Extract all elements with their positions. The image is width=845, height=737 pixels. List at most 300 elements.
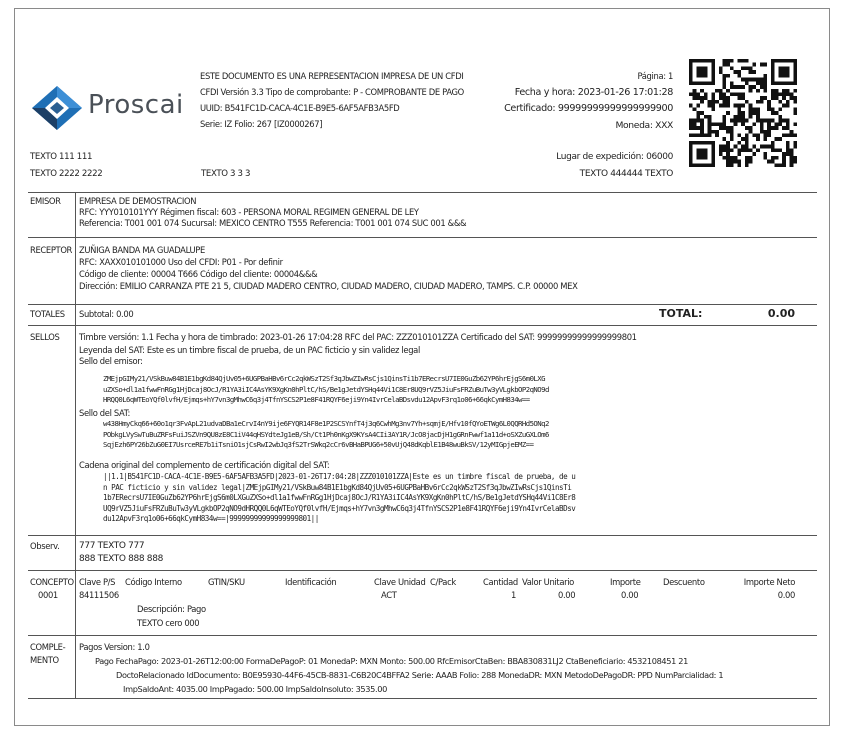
qr-module xyxy=(723,78,727,82)
qr-module xyxy=(726,126,730,130)
qr-module xyxy=(711,78,715,82)
qr-module xyxy=(786,81,790,85)
qr-module xyxy=(752,107,756,111)
qr-module xyxy=(763,133,767,137)
qr-module xyxy=(752,152,756,156)
qr-module xyxy=(741,145,745,149)
qr-module xyxy=(708,115,712,119)
qr-module xyxy=(693,126,697,130)
qr-module xyxy=(704,148,708,152)
cell-importe: 0.00 xyxy=(621,590,639,600)
qr-module xyxy=(793,89,797,93)
qr-module xyxy=(689,160,693,164)
qr-module xyxy=(793,78,797,82)
qr-module xyxy=(771,96,775,100)
qr-module xyxy=(786,93,790,97)
qr-module xyxy=(767,100,771,104)
qr-module xyxy=(696,111,700,115)
qr-module xyxy=(730,85,734,89)
qr-module xyxy=(749,148,753,152)
qr-module xyxy=(689,119,693,123)
qr-module xyxy=(778,93,782,97)
qr-module xyxy=(786,148,790,152)
qr-module xyxy=(763,81,767,85)
qr-module xyxy=(775,96,779,100)
col-header-cantidad: Cantidad xyxy=(483,577,518,587)
qr-module xyxy=(689,141,693,145)
qr-module xyxy=(756,78,760,82)
qr-module xyxy=(696,148,700,152)
qr-module xyxy=(734,145,738,149)
qr-module xyxy=(752,133,756,137)
divider xyxy=(28,635,817,636)
qr-module xyxy=(782,74,786,78)
qr-module xyxy=(711,156,715,160)
emisor-line: EMPRESA DE DEMOSTRACION xyxy=(79,196,197,206)
qr-module xyxy=(730,93,734,97)
qr-module xyxy=(719,96,723,100)
concepto-number: 0001 xyxy=(38,590,58,600)
qr-module xyxy=(715,100,719,104)
qr-module xyxy=(708,59,712,63)
qr-module xyxy=(689,66,693,70)
qr-module xyxy=(711,145,715,149)
label-column-divider xyxy=(75,192,76,698)
qr-module xyxy=(708,163,712,167)
qr-module xyxy=(786,89,790,93)
qr-module xyxy=(711,70,715,74)
qr-module xyxy=(715,122,719,126)
qr-module xyxy=(719,66,723,70)
qr-module xyxy=(771,111,775,115)
qr-module xyxy=(756,119,760,123)
qr-module xyxy=(689,145,693,149)
qr-module xyxy=(741,96,745,100)
qr-module xyxy=(756,107,760,111)
qr-module xyxy=(767,104,771,108)
qr-module xyxy=(786,145,790,149)
qr-module xyxy=(771,145,775,149)
qr-module xyxy=(775,148,779,152)
qr-module xyxy=(730,133,734,137)
qr-module xyxy=(760,96,764,100)
qr-module xyxy=(786,66,790,70)
qr-module xyxy=(745,156,749,160)
qr-module xyxy=(708,126,712,130)
qr-module xyxy=(708,141,712,145)
qr-module xyxy=(782,70,786,74)
qr-module xyxy=(737,93,741,97)
col-header-cpack: C/Pack xyxy=(430,577,456,587)
qr-module xyxy=(793,111,797,115)
certificado: Certificado: 99999999999999999900 xyxy=(504,103,673,114)
qr-module xyxy=(730,156,734,160)
qr-module xyxy=(778,59,782,63)
qr-module xyxy=(741,148,745,152)
qr-module xyxy=(775,122,779,126)
qr-module xyxy=(778,107,782,111)
qr-module xyxy=(723,145,727,149)
qr-module xyxy=(749,85,753,89)
receptor-block xyxy=(79,245,578,292)
texto-1: TEXTO 111 111 xyxy=(30,152,93,162)
qr-module xyxy=(752,70,756,74)
qr-module xyxy=(782,104,786,108)
qr-module xyxy=(693,107,697,111)
qr-module xyxy=(749,130,753,134)
qr-module xyxy=(778,66,782,70)
qr-module xyxy=(760,145,764,149)
divider xyxy=(28,535,817,536)
qr-module xyxy=(749,111,753,115)
qr-module xyxy=(723,96,727,100)
qr-module xyxy=(793,145,797,149)
qr-module xyxy=(700,66,704,70)
leyenda-line: Leyenda del SAT: Este es un timbre fiscal de prueba, de un PAC ficticio y sin validez legal xyxy=(79,345,420,355)
lugar-expedicion: Lugar de expedición: 06000 xyxy=(556,152,673,162)
qr-module xyxy=(771,81,775,85)
sello-emisor-label: Sello del emisor: xyxy=(79,356,143,366)
qr-module xyxy=(730,126,734,130)
qr-module xyxy=(737,96,741,100)
qr-module xyxy=(711,130,715,134)
qr-module xyxy=(749,107,753,111)
qr-module xyxy=(745,160,749,164)
receptor-label: RECEPTOR xyxy=(30,245,73,255)
qr-module xyxy=(782,152,786,156)
qr-module xyxy=(745,148,749,152)
qr-module xyxy=(775,59,779,63)
qr-module xyxy=(696,156,700,160)
qr-module xyxy=(741,115,745,119)
qr-module xyxy=(693,122,697,126)
col-header-importe: Importe xyxy=(610,577,641,587)
texto-2: TEXTO 2222 2222 xyxy=(30,169,103,179)
qr-module xyxy=(723,85,727,89)
qr-module xyxy=(786,152,790,156)
qr-module xyxy=(771,63,775,67)
qr-module xyxy=(734,104,738,108)
qr-module xyxy=(793,81,797,85)
qr-module xyxy=(767,133,771,137)
qr-module xyxy=(734,70,738,74)
qr-module xyxy=(730,160,734,164)
qr-module xyxy=(711,152,715,156)
qr-module xyxy=(793,133,797,137)
qr-module xyxy=(689,74,693,78)
qr-module xyxy=(778,163,782,167)
col-header-descuento: Descuento xyxy=(663,577,705,587)
qr-module xyxy=(745,126,749,130)
qr-module xyxy=(704,133,708,137)
qr-module xyxy=(752,111,756,115)
qr-module xyxy=(693,93,697,97)
qr-module xyxy=(775,137,779,141)
qr-module xyxy=(689,63,693,67)
divider xyxy=(28,325,817,326)
qr-module xyxy=(700,148,704,152)
qr-module xyxy=(696,133,700,137)
qr-module xyxy=(689,104,693,108)
qr-module xyxy=(775,93,779,97)
qr-module xyxy=(726,160,730,164)
qr-module xyxy=(741,85,745,89)
qr-module xyxy=(790,156,794,160)
qr-module xyxy=(704,163,708,167)
sello-line: uZXSo+dl1a1fwwFnRGg1HjDcaj8OcJ/R1YA3iIC4AsYK9XgKn0hPltC/hS/Be1gJetdYSHq44Vi1C8Er8UQ9rVZ5JiuFsFRZuBuTw3yVLgkbOP2qNO9d xyxy=(103,384,549,394)
qr-module xyxy=(730,59,734,63)
qr-module xyxy=(782,89,786,93)
qr-module xyxy=(752,85,756,89)
divider xyxy=(28,304,817,305)
qr-module xyxy=(793,107,797,111)
qr-module xyxy=(711,66,715,70)
qr-module xyxy=(741,66,745,70)
observ-line: 888 TEXTO 888 888 xyxy=(79,554,163,564)
fecha-hora: Fecha y hora: 2023-01-26 17:01:28 xyxy=(514,87,673,98)
qr-module xyxy=(771,66,775,70)
qr-module xyxy=(708,122,712,126)
qr-module xyxy=(708,100,712,104)
qr-module xyxy=(711,96,715,100)
qr-module xyxy=(771,78,775,82)
doc-line: ESTE DOCUMENTO ES UNA REPRESENTACION IMPRESA DE UN CFDI xyxy=(200,71,464,81)
qr-module xyxy=(786,119,790,123)
qr-module xyxy=(771,107,775,111)
qr-module xyxy=(730,130,734,134)
qr-module xyxy=(771,59,775,63)
qr-module xyxy=(726,100,730,104)
qr-module xyxy=(741,111,745,115)
emisor-block xyxy=(79,196,466,229)
qr-module xyxy=(704,141,708,145)
qr-module xyxy=(767,160,771,164)
qr-module xyxy=(793,74,797,78)
sello-line: SqjEzh6PY26bZuG0EI7UsrceRE7b1iTsniO1sjCsRwI2wbJq3fS2TrSWkq2cCr6vBHaBPUG6+50vUjQ48dKqblE1B48wuBkSV/12yMIGpjeEMZ== xyxy=(103,440,534,449)
qr-module xyxy=(763,89,767,93)
qr-module xyxy=(737,152,741,156)
qr-module xyxy=(763,96,767,100)
qr-module xyxy=(778,115,782,119)
qr-module xyxy=(704,70,708,74)
docto-line: DoctoRelacionado IdDocumento: B0E95930-44F6-45CB-8831-C6B20C4BFFA2 Serie: AAAB Folio: 288 MonedaDR: MXN MetodoDePagoDR: PPD NumParcialidad: 1 xyxy=(116,670,724,680)
qr-module xyxy=(775,111,779,115)
qr-module xyxy=(730,137,734,141)
qr-module xyxy=(726,163,730,167)
cadena-label: Cadena original del complemento de certificación digital del SAT: xyxy=(79,460,330,470)
qr-module xyxy=(723,122,727,126)
cadena-line: n PAC ficticio y sin validez legal|ZMEjpGIMy21/VSkBuw84B1E1bgKd84QjUv05+6UGPBaHBv6rCc2qkWSzT2Sf3qJbwZIwRsCjs1QinsTi xyxy=(103,482,572,492)
doc-line: Serie: IZ Folio: 267 [IZ0000267] xyxy=(200,119,323,129)
qr-module xyxy=(786,122,790,126)
qr-module xyxy=(767,122,771,126)
col-header-importe-neto: Importe Neto xyxy=(743,577,795,587)
qr-module xyxy=(782,119,786,123)
qr-module xyxy=(771,126,775,130)
qr-module xyxy=(719,145,723,149)
brand-logo xyxy=(30,84,190,132)
qr-module xyxy=(763,152,767,156)
qr-module xyxy=(708,130,712,134)
qr-module xyxy=(711,93,715,97)
qr-module xyxy=(782,156,786,160)
qr-module xyxy=(696,115,700,119)
qr-module xyxy=(756,89,760,93)
qr-module xyxy=(723,156,727,160)
qr-module xyxy=(790,93,794,97)
qr-module xyxy=(760,63,764,67)
qr-module xyxy=(793,66,797,70)
qr-module xyxy=(775,163,779,167)
sello-line: ZMEjpGIMy21/VSkBuw84B1E1bgKd84QjUv05+6UGPBaHBv6rCc2qkWSzT2Sf3qJbwZIwRsCjs1QinsTi1b7ERecrsU7IE0GuZb62YP6hrEjgS6m0LXG xyxy=(103,374,545,383)
qr-module xyxy=(749,104,753,108)
qr-module xyxy=(745,145,749,149)
qr-module xyxy=(741,104,745,108)
qr-module xyxy=(726,130,730,134)
qr-module xyxy=(749,115,753,119)
sello-line: HRQQ0L6qWTEoYQf0lvfH/Ejmqs+hY7vn3gMhwC6q3j4TfnYSCS2P1e8F41RQYF6eji9Yn4IvrCelaBDsvdu12ApvF3rq1o06+66qkCymH834w== xyxy=(103,395,530,404)
qr-module xyxy=(778,100,782,104)
qr-module xyxy=(689,152,693,156)
qr-module xyxy=(767,119,771,123)
qr-module xyxy=(756,81,760,85)
qr-module xyxy=(737,104,741,108)
sello-line: w438HmyCkq66+60o1qr3FvApL21udvaDBa1eCrvI4nY9ije6FYQR14F8e1P2SCSYnfT4j3q6CwhMg3nv7Yh+sqmjE/Hfv10fQYoETWg6L0QQRHd5ONq2 xyxy=(103,419,549,428)
qr-module xyxy=(737,133,741,137)
qr-module xyxy=(723,100,727,104)
qr-module xyxy=(763,78,767,82)
qr-module xyxy=(734,156,738,160)
emisor-label: EMISOR xyxy=(30,196,61,206)
qr-module xyxy=(778,70,782,74)
qr-module xyxy=(793,156,797,160)
qr-module xyxy=(737,119,741,123)
qr-module xyxy=(700,133,704,137)
qr-module xyxy=(689,156,693,160)
emisor-line: RFC: YYY010101YYY Régimen fiscal: 603 - PERSONA MORAL REGIMEN GENERAL DE LEY xyxy=(79,207,419,217)
qr-module xyxy=(760,100,764,104)
qr-module xyxy=(786,133,790,137)
qr-module xyxy=(782,66,786,70)
qr-module xyxy=(693,163,697,167)
qr-module xyxy=(700,141,704,145)
qr-module xyxy=(693,133,697,137)
qr-module xyxy=(723,93,727,97)
proscai-logo-icon xyxy=(30,84,84,132)
receptor-line: Código de cliente: 00004 T666 Código del cliente: 00004&&& xyxy=(79,269,318,279)
qr-module xyxy=(786,70,790,74)
qr-module xyxy=(719,122,723,126)
qr-module xyxy=(778,74,782,78)
qr-module xyxy=(771,93,775,97)
qr-module xyxy=(741,122,745,126)
qr-module xyxy=(726,104,730,108)
qr-module xyxy=(704,152,708,156)
qr-module xyxy=(711,141,715,145)
complemento-label-2: MENTO xyxy=(30,655,59,665)
qr-module xyxy=(711,74,715,78)
qr-module xyxy=(782,126,786,130)
qr-module xyxy=(723,59,727,63)
moneda: Moneda: XXX xyxy=(615,120,673,131)
qr-module xyxy=(756,148,760,152)
qr-module xyxy=(745,119,749,123)
qr-module xyxy=(741,137,745,141)
descripcion: Descripción: Pago xyxy=(137,604,206,614)
qr-module xyxy=(700,74,704,78)
qr-module xyxy=(763,63,767,67)
qr-module xyxy=(726,74,730,78)
qr-module xyxy=(696,141,700,145)
total-label: TOTAL: xyxy=(659,307,703,320)
qr-module xyxy=(711,160,715,164)
qr-module xyxy=(745,137,749,141)
qr-module xyxy=(778,81,782,85)
qr-module xyxy=(704,156,708,160)
qr-module xyxy=(726,148,730,152)
qr-module xyxy=(711,107,715,111)
cadena-original xyxy=(103,472,575,525)
qr-module xyxy=(745,163,749,167)
qr-module xyxy=(737,85,741,89)
qr-module xyxy=(723,148,727,152)
observ-block xyxy=(79,541,163,565)
cell-clave-unidad: ACT xyxy=(381,590,397,600)
sello-emisor xyxy=(103,374,549,406)
qr-module xyxy=(719,148,723,152)
qr-module xyxy=(756,137,760,141)
doc-line: UUID: B541FC1D-CACA-4C1E-B9E5-6AF5AFB3A5FD xyxy=(200,103,400,113)
qr-module xyxy=(749,89,753,93)
qr-module xyxy=(786,141,790,145)
qr-module xyxy=(711,122,715,126)
qr-module xyxy=(786,59,790,63)
qr-module xyxy=(790,96,794,100)
qr-module xyxy=(767,126,771,130)
saldo-line: ImpSaldoAnt: 4035.00 ImpPagado: 500.00 ImpSaldoInsoluto: 3535.00 xyxy=(123,684,387,694)
receptor-line: RFC: XAXX010101000 Uso del CFDI: P01 - Por definir xyxy=(79,257,283,267)
qr-module xyxy=(771,119,775,123)
qr-module xyxy=(760,78,764,82)
qr-module xyxy=(719,70,723,74)
qr-module xyxy=(704,74,708,78)
sellos-label: SELLOS xyxy=(30,332,60,342)
qr-module xyxy=(711,100,715,104)
qr-module xyxy=(782,59,786,63)
qr-module xyxy=(734,160,738,164)
qr-module xyxy=(763,74,767,78)
cell-importe-neto: 0.00 xyxy=(777,590,795,600)
col-header-clave-unidad: Clave Unidad xyxy=(374,577,426,587)
qr-module xyxy=(696,119,700,123)
qr-module xyxy=(786,104,790,108)
sello-sat xyxy=(103,419,549,451)
qr-module xyxy=(786,126,790,130)
qr-module xyxy=(793,141,797,145)
qr-module xyxy=(696,104,700,108)
texto-cero: TEXTO cero 000 xyxy=(137,618,200,628)
qr-module xyxy=(790,160,794,164)
receptor-line: Dirección: EMILIO CARRANZA PTE 21 5, CIUDAD MADERO CENTRO, CIUDAD MADERO, CIUDAD MADERO, TAMPS. C.P. 00000 MEX xyxy=(79,281,578,291)
qr-module xyxy=(737,59,741,63)
qr-module xyxy=(756,133,760,137)
qr-module xyxy=(790,152,794,156)
qr-module xyxy=(726,89,730,93)
qr-module xyxy=(723,115,727,119)
qr-module xyxy=(700,130,704,134)
totales-label: TOTALES xyxy=(30,309,65,319)
qr-module xyxy=(700,100,704,104)
